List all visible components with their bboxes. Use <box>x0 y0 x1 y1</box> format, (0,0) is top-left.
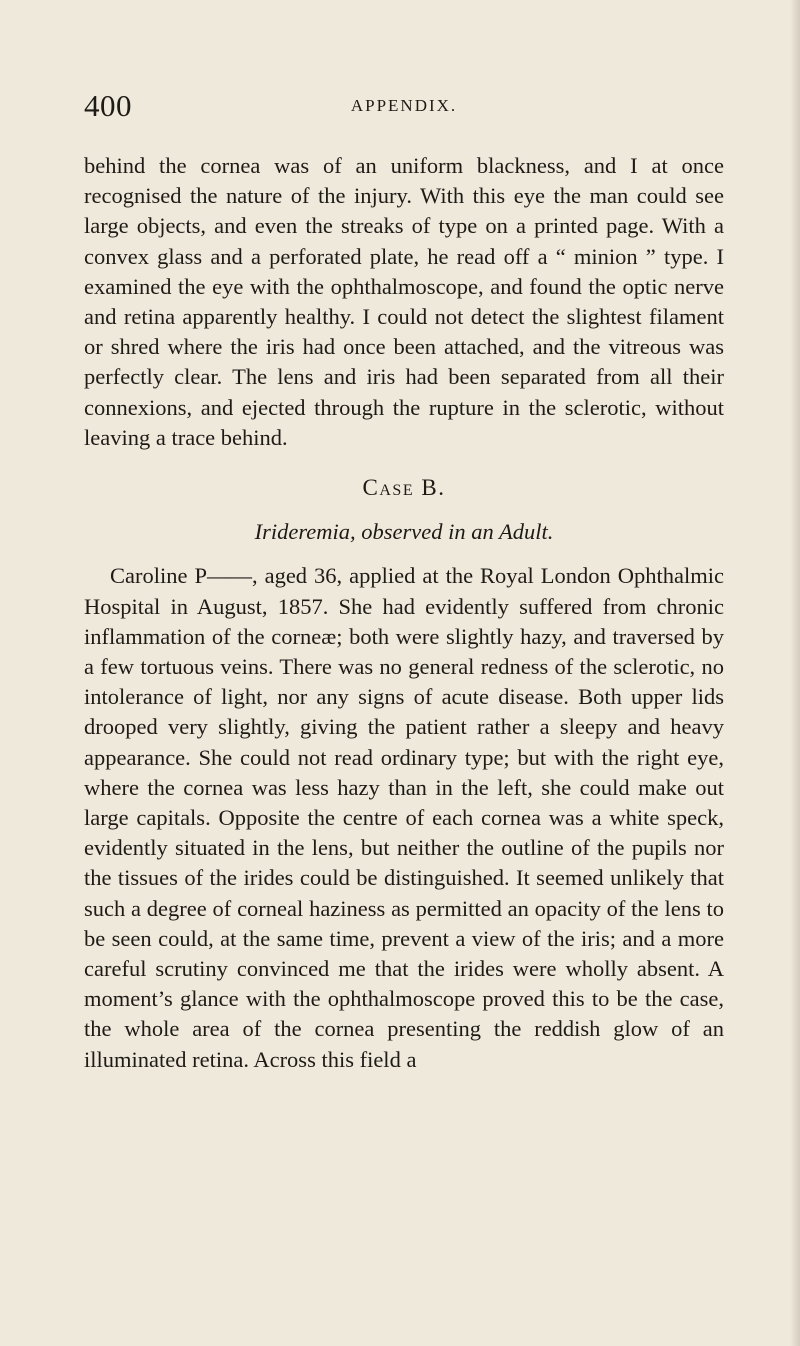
page-header <box>84 86 724 126</box>
paragraph-case-a-conclusion: behind the cornea was of an uniform blackness, and I at once recognised the nature of the injury. With this eye the man could see large objects, and even the streaks of type on a printed page. With a convex glass and a perforated plate, he read off a “ minion ” type. I examined the eye with the ophthalmoscope, and found the optic nerve and retina apparently healthy. I could not detect the slightest filament or shred where the iris had once been attached, and the vitreous was perfectly clear. The lens and iris had been separated from all their connexions, and ejected through the rupture in the sclerotic, without leaving a trace behind. <box>84 153 724 450</box>
body-text <box>84 151 724 1075</box>
case-subtitle: Irideremia, observed in an Adult. <box>254 519 554 545</box>
page-number: 400 <box>84 88 132 123</box>
page-edge-shadow <box>790 0 800 1346</box>
running-head: APPENDIX. <box>350 96 458 115</box>
case-heading: Case B. <box>362 475 446 501</box>
paragraph-case-b: Caroline P——, aged 36, applied at the Royal London Ophthalmic Hospital in August, 1857. She had evidently suffered from chronic inflammation of the corneæ; both were slightly hazy, and traversed by a few tortuous veins. There was no general redness of the sclerotic, no intolerance of light, nor any signs of acute disease. Both upper lids drooped very slightly, giving the patient rather a sleepy and heavy appearance. She could not read ordinary type; but with the right eye, where the cornea was less hazy than in the left, she could make out large capitals. Opposite the centre of each cornea was a white speck, evidently situated in the lens, but neither the outline of the pupils nor the tissues of the irides could be distinguished. It seemed unlikely that such a degree of corneal haziness as permitted an opacity of the lens to be seen could, at the same time, prevent a view of the iris; and a more careful scrutiny convinced me that the irides were wholly absent. A moment’s glance with the ophthalmoscope proved this to be the case, the whole area of the cornea presenting the reddish glow of an illuminated retina. Across this field a <box>84 563 724 1072</box>
